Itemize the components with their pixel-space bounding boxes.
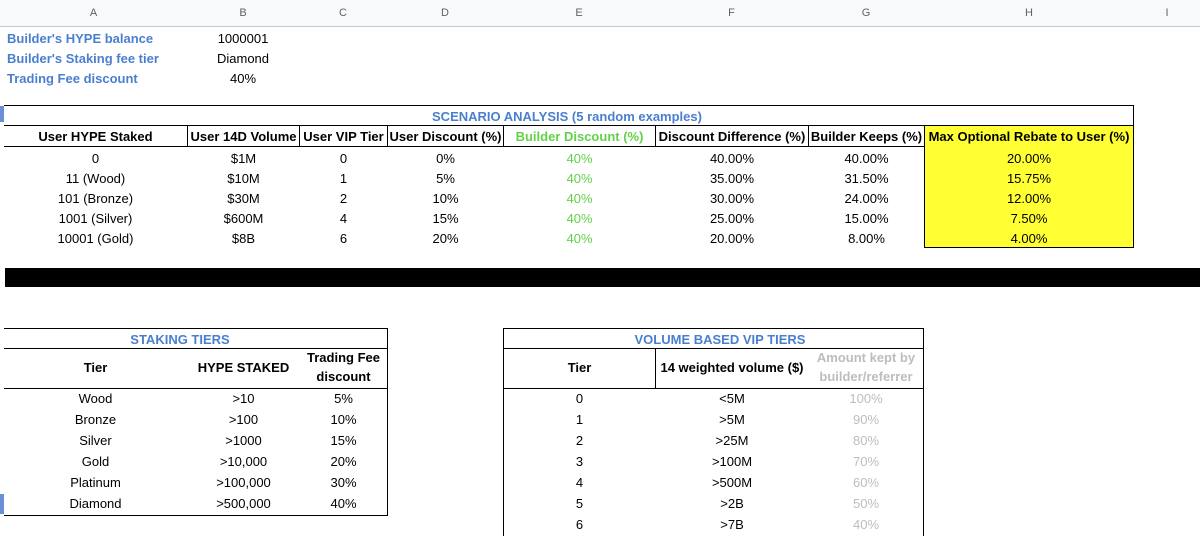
scenario-cell[interactable]: 30.00% (709, 191, 755, 206)
staking-cell[interactable]: Wood (78, 391, 113, 406)
scenario-cell[interactable]: 35.00% (709, 171, 755, 186)
staking-cell[interactable]: >10 (232, 391, 255, 406)
scenario-cell[interactable]: 101 (Bronze) (57, 191, 134, 206)
scenario-cell[interactable]: $8B (231, 231, 256, 246)
vip-cell[interactable]: <5M (719, 391, 745, 406)
vip-cell[interactable]: 2 (575, 433, 584, 448)
scenario-header-builder-discount: Builder Discount (%) (515, 129, 644, 144)
vip-cell[interactable]: 1 (575, 412, 584, 427)
staking-header-tier: Tier (83, 360, 108, 375)
staking-cell[interactable]: Diamond (69, 496, 122, 511)
vip-cell[interactable]: 60% (852, 475, 880, 490)
staking-cell[interactable]: 5% (334, 391, 353, 406)
scenario-cell[interactable]: 25.00% (709, 211, 755, 226)
scenario-title: SCENARIO ANALYSIS (5 random examples) (432, 109, 702, 124)
staking-cell[interactable]: 10% (330, 412, 357, 427)
staking-cell[interactable]: >1000 (225, 433, 262, 448)
staking-header-discount: discount (316, 369, 371, 384)
staking-cell[interactable]: 15% (330, 433, 357, 448)
column-header-g[interactable]: G (808, 0, 925, 27)
staking-header-fee: Trading Fee (307, 350, 380, 365)
column-header-c[interactable]: C (299, 0, 388, 27)
scenario-cell[interactable]: 40.00% (844, 151, 889, 166)
scenario-cell[interactable]: 40% (566, 211, 593, 226)
scenario-cell[interactable]: 40% (566, 191, 593, 206)
scenario-cell[interactable]: 40% (566, 151, 593, 166)
vip-cell[interactable]: 100% (849, 391, 883, 406)
column-header-f[interactable]: F (655, 0, 809, 27)
scenario-cell[interactable]: 0 (91, 151, 100, 166)
trading-fee-discount-value[interactable]: 40% (229, 71, 257, 86)
scenario-header-staked: User HYPE Staked (38, 129, 153, 144)
vip-cell[interactable]: 5 (575, 496, 584, 511)
scenario-rebate-cell[interactable]: 7.50% (1010, 211, 1048, 226)
staking-bottom-border (4, 515, 388, 516)
scenario-cell[interactable]: 20% (432, 231, 459, 246)
scenario-cell[interactable]: 4 (339, 211, 348, 226)
scenario-cell[interactable]: $1M (230, 151, 257, 166)
scenario-header-builder-keeps: Builder Keeps (%) (810, 129, 923, 144)
vip-cell[interactable]: 80% (852, 433, 880, 448)
vip-cell[interactable]: 4 (575, 475, 584, 490)
vip-header-tier: Tier (567, 360, 592, 375)
scenario-cell[interactable]: 0% (436, 151, 455, 166)
row-selection-marker (0, 106, 4, 122)
scenario-cell[interactable]: 31.50% (844, 171, 889, 186)
vip-tiers-title: VOLUME BASED VIP TIERS (634, 332, 806, 347)
scenario-cell[interactable]: 1 (339, 171, 348, 186)
vip-cell[interactable]: 40% (852, 517, 880, 532)
builder-balance-value[interactable]: 1000001 (217, 31, 269, 46)
vip-cell[interactable]: 6 (575, 517, 584, 532)
scenario-cell[interactable]: 8.00% (848, 231, 885, 246)
vip-header-volume: 14 weighted volume ($) (660, 360, 804, 375)
scenario-header-volume: User 14D Volume (190, 129, 297, 144)
vip-cell[interactable]: >100M (711, 454, 753, 469)
scenario-cell[interactable]: 0 (339, 151, 348, 166)
scenario-cell[interactable]: 24.00% (844, 191, 889, 206)
scenario-rebate-cell[interactable]: 12.00% (1006, 191, 1052, 206)
staking-cell[interactable]: 30% (330, 475, 357, 490)
vip-cell[interactable]: 3 (575, 454, 584, 469)
staking-tiers-title: STAKING TIERS (130, 332, 230, 347)
staking-cell[interactable]: Bronze (74, 412, 117, 427)
builder-tier-label: Builder's Staking fee tier (7, 51, 159, 66)
scenario-cell[interactable]: 1001 (Silver) (58, 211, 133, 226)
scenario-rebate-cell[interactable]: 20.00% (1006, 151, 1052, 166)
vip-right-border (923, 328, 924, 536)
staking-cell[interactable]: 40% (330, 496, 357, 511)
staking-header-hype-staked: HYPE STAKED (197, 360, 290, 375)
scenario-cell[interactable]: 10001 (Gold) (57, 231, 134, 246)
trading-fee-discount-label: Trading Fee discount (7, 71, 138, 86)
scenario-cell[interactable]: 2 (339, 191, 348, 206)
scenario-header-difference: Discount Difference (%) (658, 129, 806, 144)
scenario-cell[interactable]: 6 (339, 231, 348, 246)
staking-right-border (387, 328, 388, 516)
scenario-header-user-discount: User Discount (%) (389, 129, 502, 144)
staking-cell[interactable]: >10,000 (219, 454, 268, 469)
scenario-rebate-cell[interactable]: 15.75% (1006, 171, 1052, 186)
vip-header-amount-kept: Amount kept by (816, 350, 916, 365)
scenario-cell[interactable]: 15% (432, 211, 459, 226)
scenario-cell[interactable]: $10M (227, 171, 260, 186)
staking-cell[interactable]: 20% (330, 454, 357, 469)
staking-cell[interactable]: Silver (79, 433, 112, 448)
builder-balance-label: Builder's HYPE balance (7, 31, 154, 46)
scenario-rebate-cell[interactable]: 4.00% (1010, 231, 1048, 246)
scenario-cell[interactable]: 5% (436, 171, 455, 186)
scenario-cell[interactable]: 40% (566, 231, 593, 246)
vip-header-builder-referrer: builder/referrer (819, 369, 913, 384)
vip-cell[interactable]: >500M (711, 475, 753, 490)
vip-cell[interactable]: 50% (852, 496, 880, 511)
scenario-cell[interactable]: 10% (432, 191, 459, 206)
column-header-d[interactable]: D (387, 0, 504, 27)
scenario-header-vip: User VIP Tier (303, 129, 384, 144)
scenario-cell[interactable]: 40% (566, 171, 593, 186)
vip-cell[interactable]: >25M (715, 433, 749, 448)
staking-cell[interactable]: >100 (228, 412, 259, 427)
column-header-b[interactable]: B (187, 0, 300, 27)
column-header-a[interactable]: A (0, 0, 188, 27)
staking-cell[interactable]: Gold (81, 454, 110, 469)
scenario-header-max-rebate: Max Optional Rebate to User (%) (925, 126, 1133, 147)
scenario-cell[interactable]: 15.00% (844, 211, 889, 226)
scenario-cell[interactable]: $30M (227, 191, 260, 206)
column-header-i[interactable]: I (1134, 0, 1200, 27)
staking-cell[interactable]: >100,000 (216, 475, 271, 490)
vip-cell[interactable]: >7B (720, 517, 744, 532)
scenario-right-border (1133, 105, 1134, 147)
vip-cell[interactable]: 70% (852, 454, 880, 469)
staking-cell[interactable]: >500,000 (216, 496, 271, 511)
column-header-h[interactable]: H (924, 0, 1135, 27)
scenario-cell[interactable]: 40.00% (709, 151, 755, 166)
vip-cell[interactable]: 90% (852, 412, 880, 427)
vip-cell[interactable]: >5M (719, 412, 745, 427)
black-separator-bar (5, 268, 1200, 287)
scenario-cell[interactable]: $600M (223, 211, 264, 226)
scenario-cell[interactable]: 20.00% (709, 231, 755, 246)
vip-cell[interactable]: >2B (720, 496, 744, 511)
vip-cell[interactable]: 0 (575, 391, 584, 406)
builder-tier-value[interactable]: Diamond (216, 51, 270, 66)
staking-cell[interactable]: Platinum (70, 475, 121, 490)
scenario-cell[interactable]: 11 (Wood) (65, 171, 126, 186)
column-header-e[interactable]: E (503, 0, 656, 27)
row-selection-marker (0, 494, 4, 514)
